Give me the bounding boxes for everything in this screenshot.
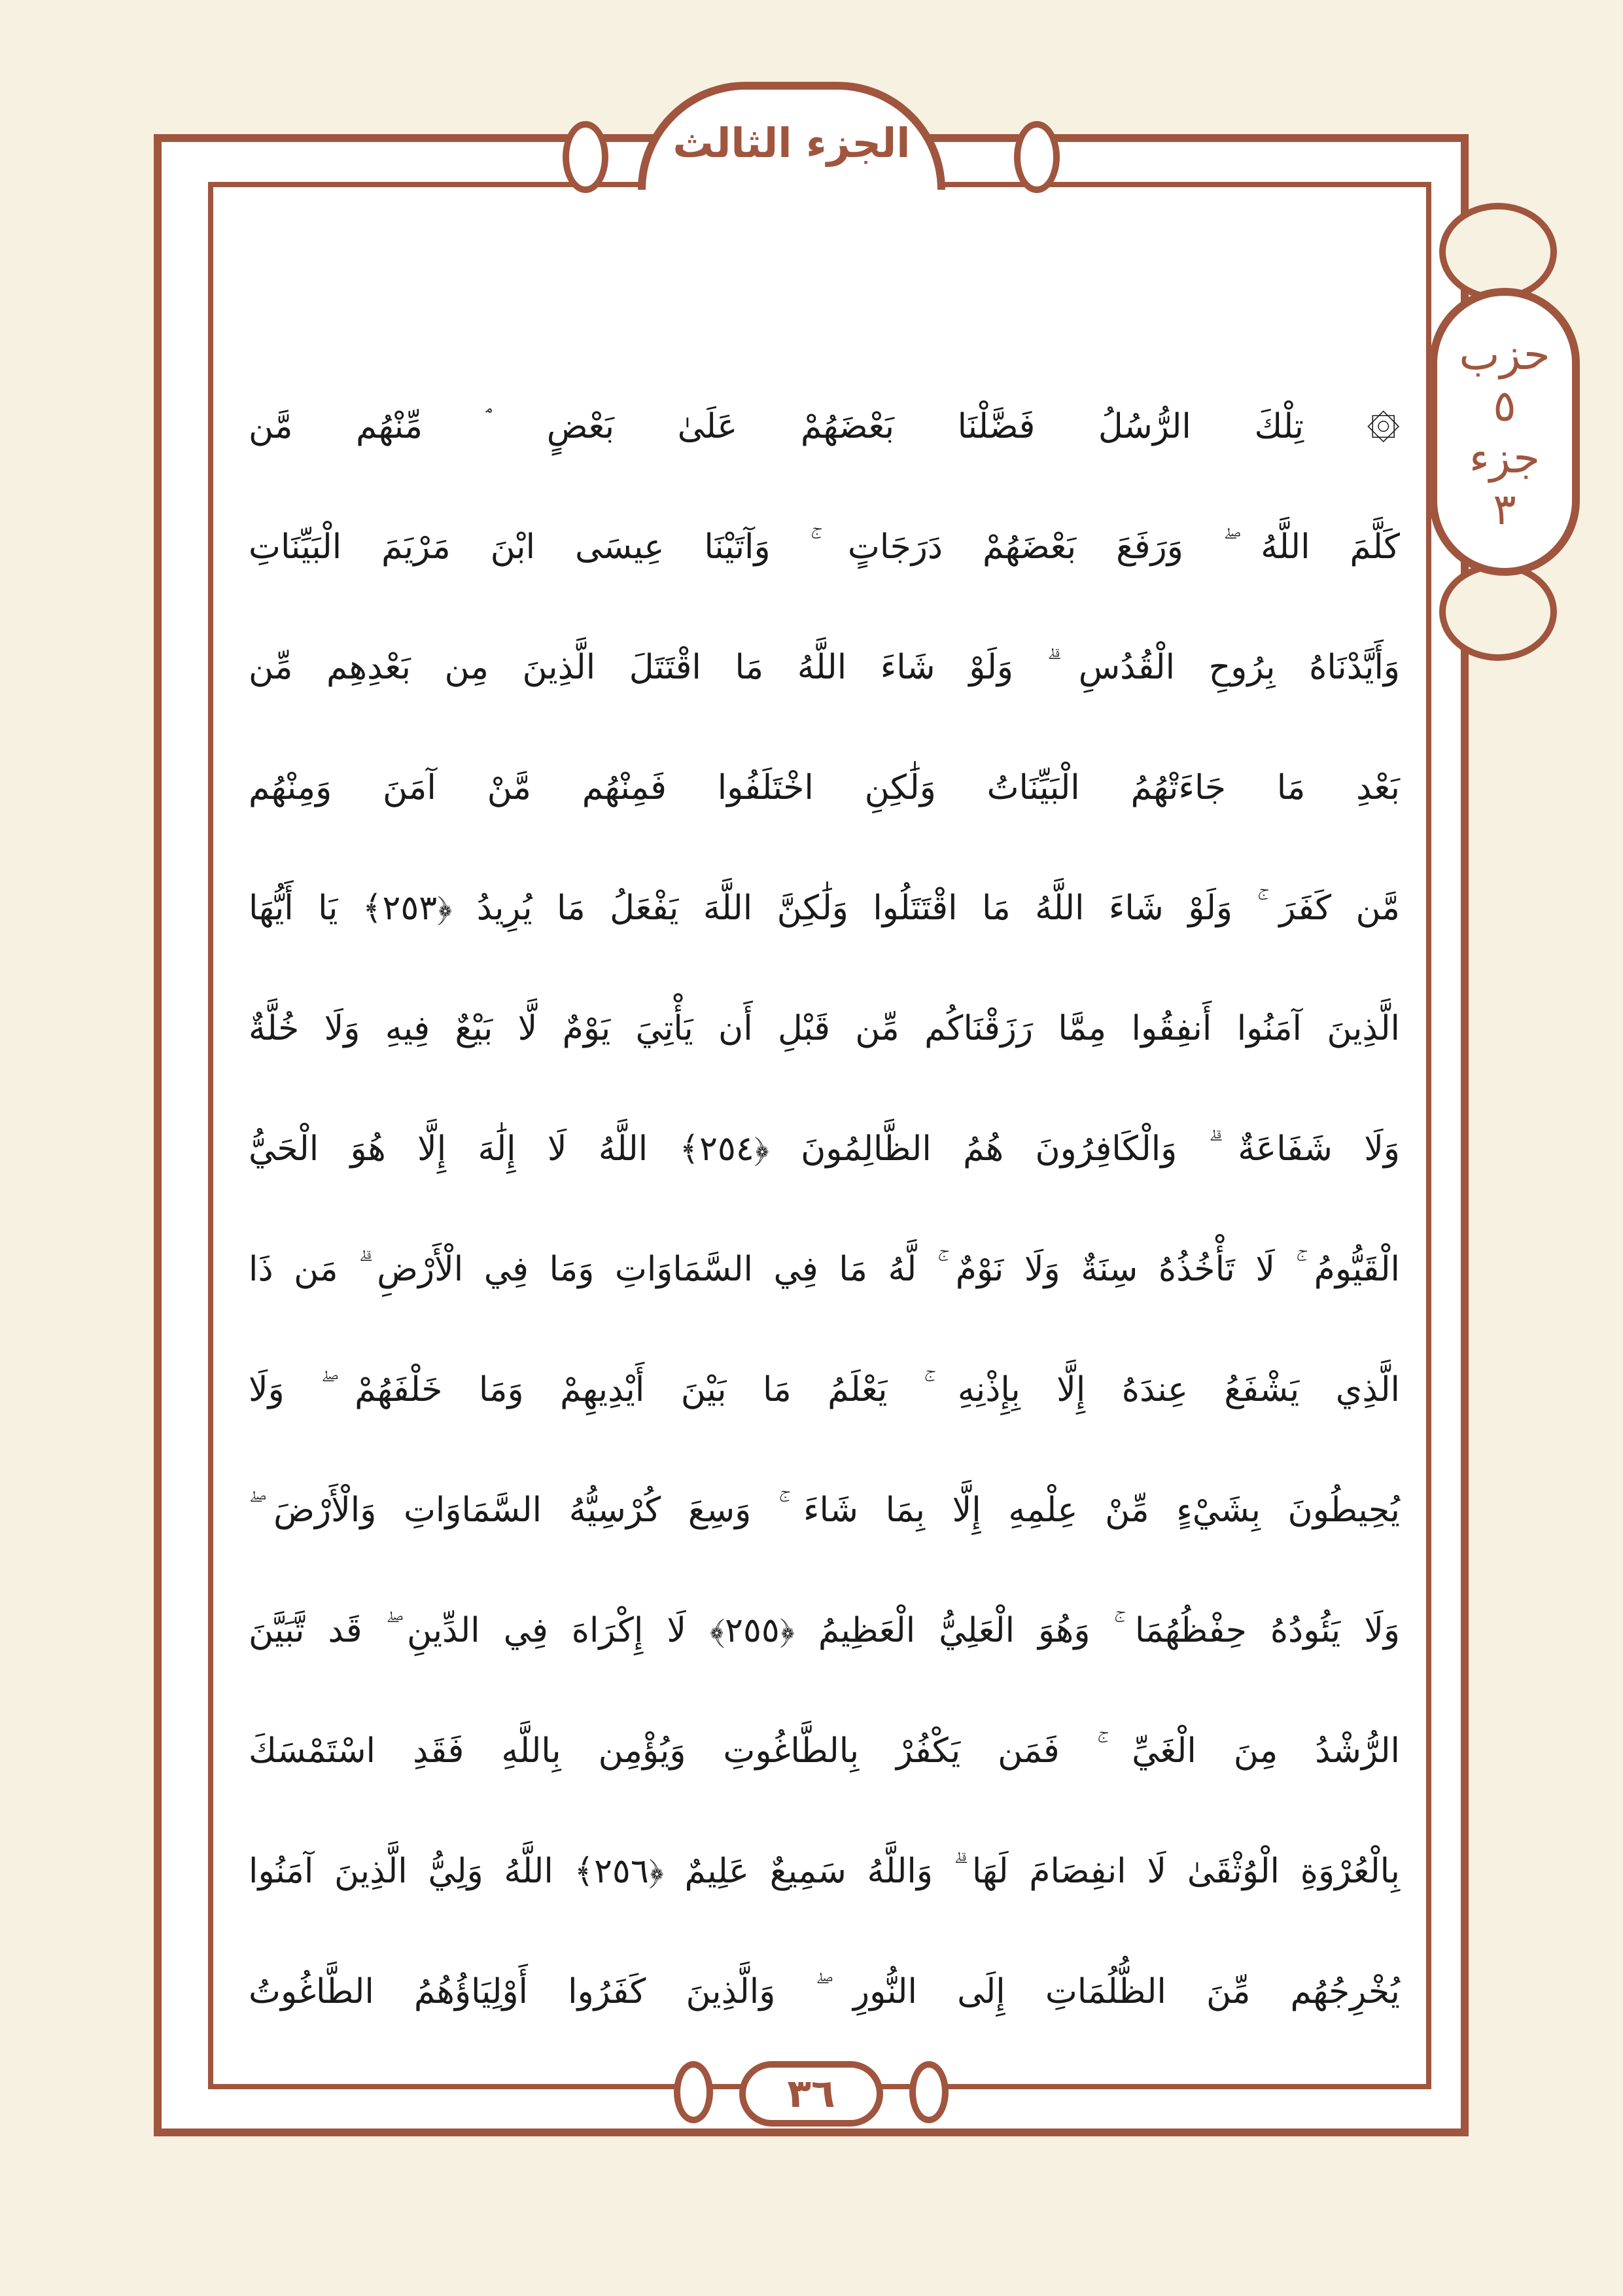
text-line: ۞ تِلْكَ الرُّسُلُ فَضَّلْنَا بَعْضَهُمْ عَلَىٰ بَعْضٍ ۘ مِّنْهُم مَّن [249, 407, 1400, 446]
hizb-label: حزب [1459, 328, 1550, 380]
page-number-badge [739, 2061, 883, 2127]
text-line: بَعْدِ مَا جَاءَتْهُمُ الْبَيِّنَاتُ وَلَٰكِنِ اخْتَلَفُوا فَمِنْهُم مَّنْ آمَنَ وَمِنْهُم [249, 768, 1400, 807]
text-line: يُخْرِجُهُم مِّنَ الظُّلُمَاتِ إِلَى النُّورِ ۖ وَالَّذِينَ كَفَرُوا أَوْلِيَاؤُهُمُ الطَّاغُوتُ [249, 1972, 1400, 2011]
text-line: بِالْعُرْوَةِ الْوُثْقَىٰ لَا انفِصَامَ لَهَا ۗ وَاللَّهُ سَمِيعٌ عَلِيمٌ ﴿٢٥٦﴾ اللَّهُ وَلِيُّ الَّذِينَ آمَنُوا [249, 1852, 1400, 1891]
text-line: الَّذِينَ آمَنُوا أَنفِقُوا مِمَّا رَزَقْنَاكُم مِّن قَبْلِ أَن يَأْتِيَ يَوْمٌ لَّا بَيْعٌ فِيهِ وَلَا خُلَّةٌ [249, 1009, 1400, 1048]
text-line: يُحِيطُونَ بِشَيْءٍ مِّنْ عِلْمِهِ إِلَّا بِمَا شَاءَ ۚ وَسِعَ كُرْسِيُّهُ السَّمَاوَاتِ وَالْأَرْضَ ۖ [249, 1491, 1400, 1530]
side-bottom-ornament [1439, 563, 1557, 661]
header-left-ornament [563, 121, 608, 193]
footer-right-ornament [909, 2061, 949, 2123]
juz-label: جزء [1469, 433, 1541, 483]
page-number: ٣٦ [787, 2071, 835, 2117]
header-right-ornament [1014, 121, 1060, 193]
juz-number: ٣ [1493, 484, 1516, 535]
juz-title: الجزء الثالث [672, 119, 911, 167]
text-line: الْقَيُّومُ ۚ لَا تَأْخُذُهُ سِنَةٌ وَلَا نَوْمٌ ۚ لَّهُ مَا فِي السَّمَاوَاتِ وَمَا فِي الْأَرْضِ ۗ مَن ذَا [249, 1250, 1400, 1289]
text-line: الرُّشْدُ مِنَ الْغَيِّ ۚ فَمَن يَكْفُرْ بِالطَّاغُوتِ وَيُؤْمِن بِاللَّهِ فَقَدِ اسْتَمْسَكَ [249, 1731, 1400, 1771]
hizb-juz-marker [1429, 288, 1580, 576]
footer-left-ornament [674, 2061, 713, 2123]
text-line: وَلَا يَئُودُهُ حِفْظُهُمَا ۚ وَهُوَ الْعَلِيُّ الْعَظِيمُ ﴿٢٥٥﴾ لَا إِكْرَاهَ فِي الدِّينِ ۖ قَد تَّبَيَّنَ [249, 1611, 1400, 1650]
text-line: مَّن كَفَرَ ۚ وَلَوْ شَاءَ اللَّهُ مَا اقْتَتَلُوا وَلَٰكِنَّ اللَّهَ يَفْعَلُ مَا يُرِيدُ ﴿٢٥٣﴾ يَا أَيُّهَا [249, 889, 1400, 928]
quran-text-block [249, 366, 1400, 2052]
text-line: وَأَيَّدْنَاهُ بِرُوحِ الْقُدُسِ ۗ وَلَوْ شَاءَ اللَّهُ مَا اقْتَتَلَ الَّذِينَ مِن بَعْدِهِم مِّن [249, 648, 1400, 687]
text-line: كَلَّمَ اللَّهُ ۖ وَرَفَعَ بَعْضَهُمْ دَرَجَاتٍ ۚ وَآتَيْنَا عِيسَى ابْنَ مَرْيَمَ الْبَيِّنَاتِ [249, 527, 1400, 567]
text-line: الَّذِي يَشْفَعُ عِندَهُ إِلَّا بِإِذْنِهِ ۚ يَعْلَمُ مَا بَيْنَ أَيْدِيهِمْ وَمَا خَلْفَهُمْ ۖ وَلَا [249, 1370, 1400, 1409]
hizb-number: ٥ [1493, 380, 1516, 431]
text-line: وَلَا شَفَاعَةٌ ۗ وَالْكَافِرُونَ هُمُ الظَّالِمُونَ ﴿٢٥٤﴾ اللَّهُ لَا إِلَٰهَ إِلَّا هُوَ الْحَيُّ [249, 1129, 1400, 1169]
side-top-ornament [1439, 203, 1557, 301]
juz-header [638, 82, 945, 190]
